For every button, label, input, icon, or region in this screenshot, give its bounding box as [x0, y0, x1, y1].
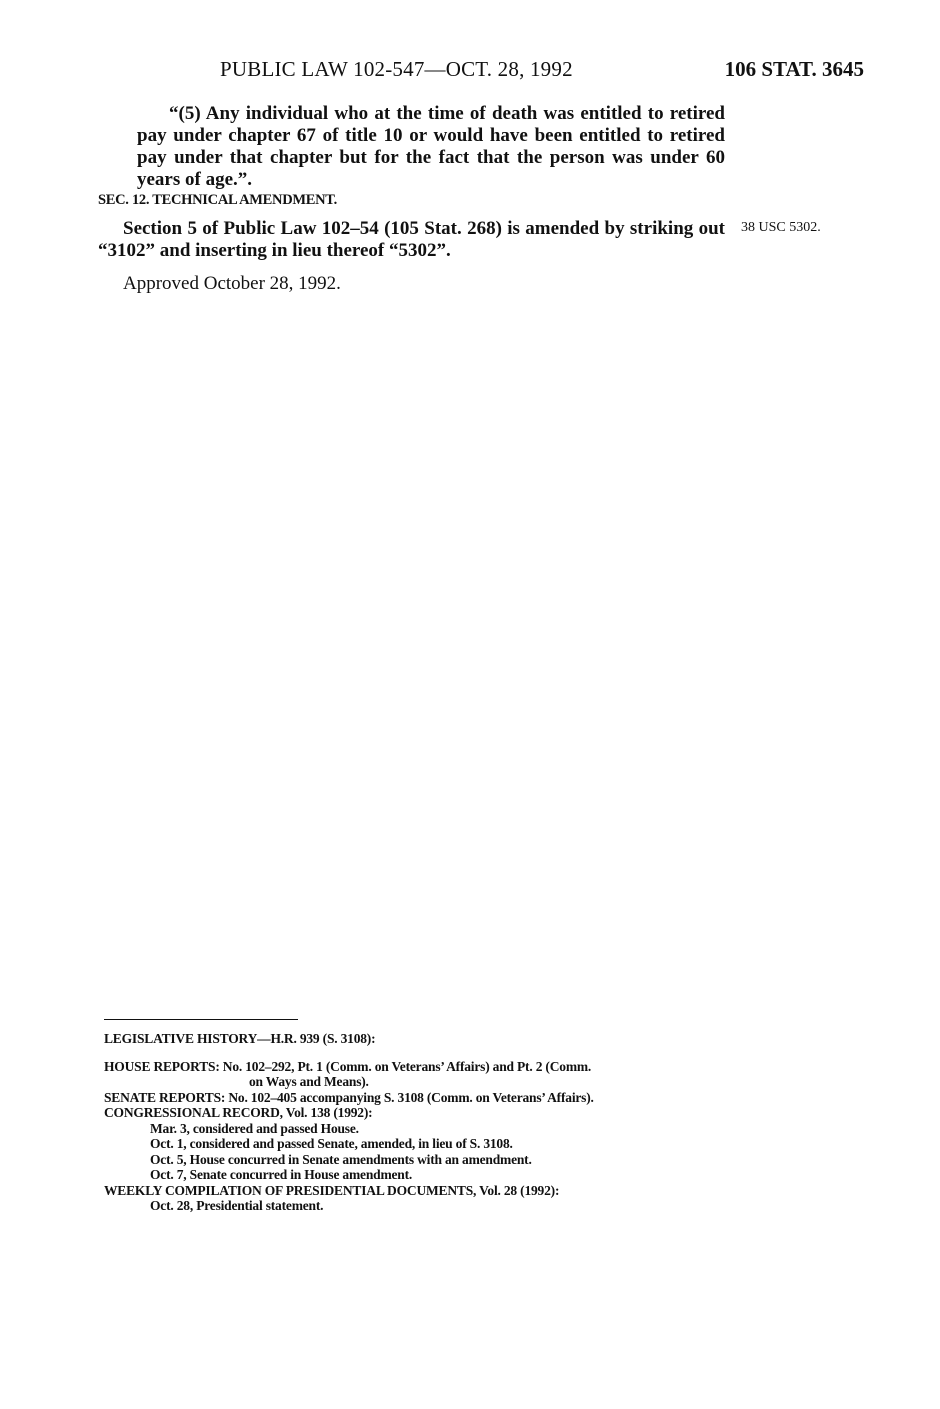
- wc-item: Oct. 28, Presidential statement.: [150, 1198, 324, 1213]
- weekly-compilation: WEEKLY COMPILATION OF PRESIDENTIAL DOCUMENTS, Vol. 28 (1992):: [104, 1182, 560, 1198]
- house-reports-line-1: HOUSE REPORTS: No. 102–292, Pt. 1 (Comm. on Veterans’ Affairs) and Pt. 2 (Comm.: [104, 1058, 592, 1074]
- cr-item: Oct. 7, Senate concurred in House amendment.: [150, 1167, 413, 1182]
- cr-item: Oct. 1, considered and passed Senate, amended, in lieu of S. 3108.: [150, 1136, 513, 1151]
- legislative-history: [104, 1031, 744, 1214]
- senate-reports: SENATE REPORTS: No. 102–405 accompanying S. 3108 (Comm. on Veterans’ Affairs).: [104, 1089, 594, 1105]
- cr-item: Mar. 3, considered and passed House.: [150, 1120, 359, 1136]
- section-12-heading: SEC. 12. TECHNICAL AMENDMENT.: [98, 192, 337, 208]
- paragraph-5: “(5) Any individual who at the time of death was entitled to retired pay under chapter 67 of title 10 or would have been entitled to retired pay under that chapter but for the fact that the person was under 60 years of age.”.: [137, 103, 725, 190]
- cr-item: Oct. 5, House concurred in Senate amendments with an amendment.: [150, 1151, 532, 1167]
- legislative-history-title: LEGISLATIVE HISTORY—H.R. 939 (S. 3108):: [104, 1031, 376, 1046]
- footnote-divider: [104, 1019, 298, 1020]
- congressional-record: CONGRESSIONAL RECORD, Vol. 138 (1992):: [104, 1105, 373, 1120]
- section-12-body: Section 5 of Public Law 102–54 (105 Stat. 268) is amended by striking out “3102” and inserting in lieu thereof “5302”.: [98, 218, 725, 261]
- running-head: [0, 57, 940, 87]
- law-identifier: PUBLIC LAW 102-547—OCT. 28, 1992: [220, 57, 573, 81]
- statute-page-number: 106 STAT. 3645: [724, 57, 864, 81]
- house-reports-line-2: on Ways and Means).: [249, 1074, 369, 1089]
- margin-note: 38 USC 5302.: [741, 220, 821, 235]
- approval-date: Approved October 28, 1992.: [123, 273, 341, 294]
